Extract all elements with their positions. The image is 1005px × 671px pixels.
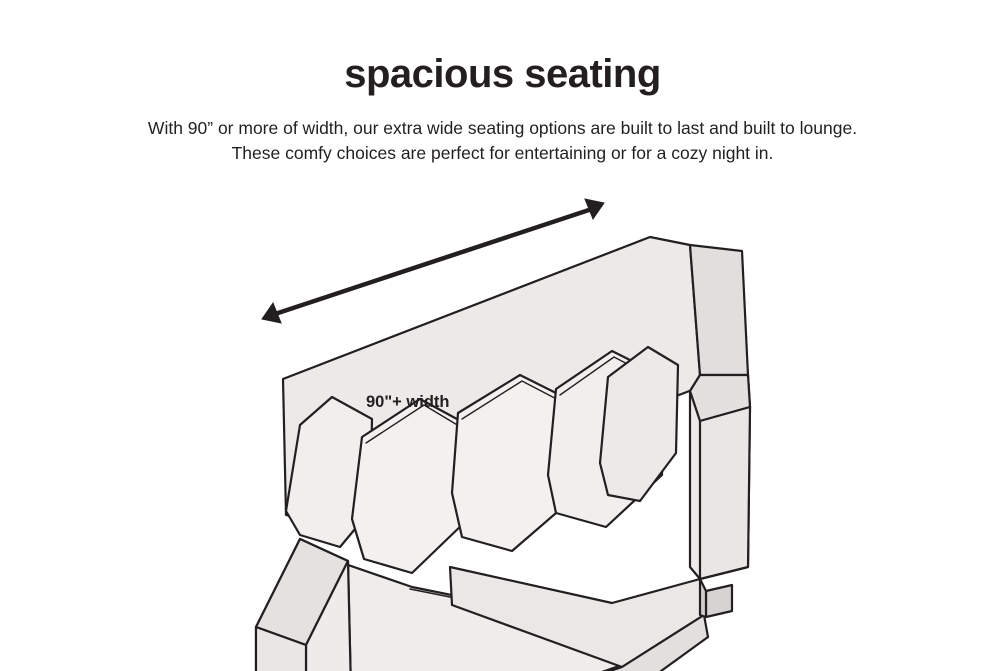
subcopy-line-2: These comfy choices are perfect for entertaining or for a cozy night in.	[231, 143, 774, 164]
page-title: spacious seating	[344, 52, 661, 96]
sofa-right-arm-outer	[700, 407, 750, 579]
sofa-leg-right	[706, 585, 732, 617]
subcopy-block	[0, 116, 1005, 167]
subcopy-line-1: With 90” or more of width, our extra wide seating options are built to last and built to lounge.	[147, 118, 858, 138]
sofa-drawing-svg	[0, 175, 1005, 671]
sofa-leg-rear-right	[700, 579, 706, 617]
sofa-back-right-face	[690, 245, 748, 387]
sofa-illustration	[0, 175, 1005, 671]
sofa-body	[256, 237, 750, 671]
dimension-label: 90"+ width	[366, 393, 450, 411]
